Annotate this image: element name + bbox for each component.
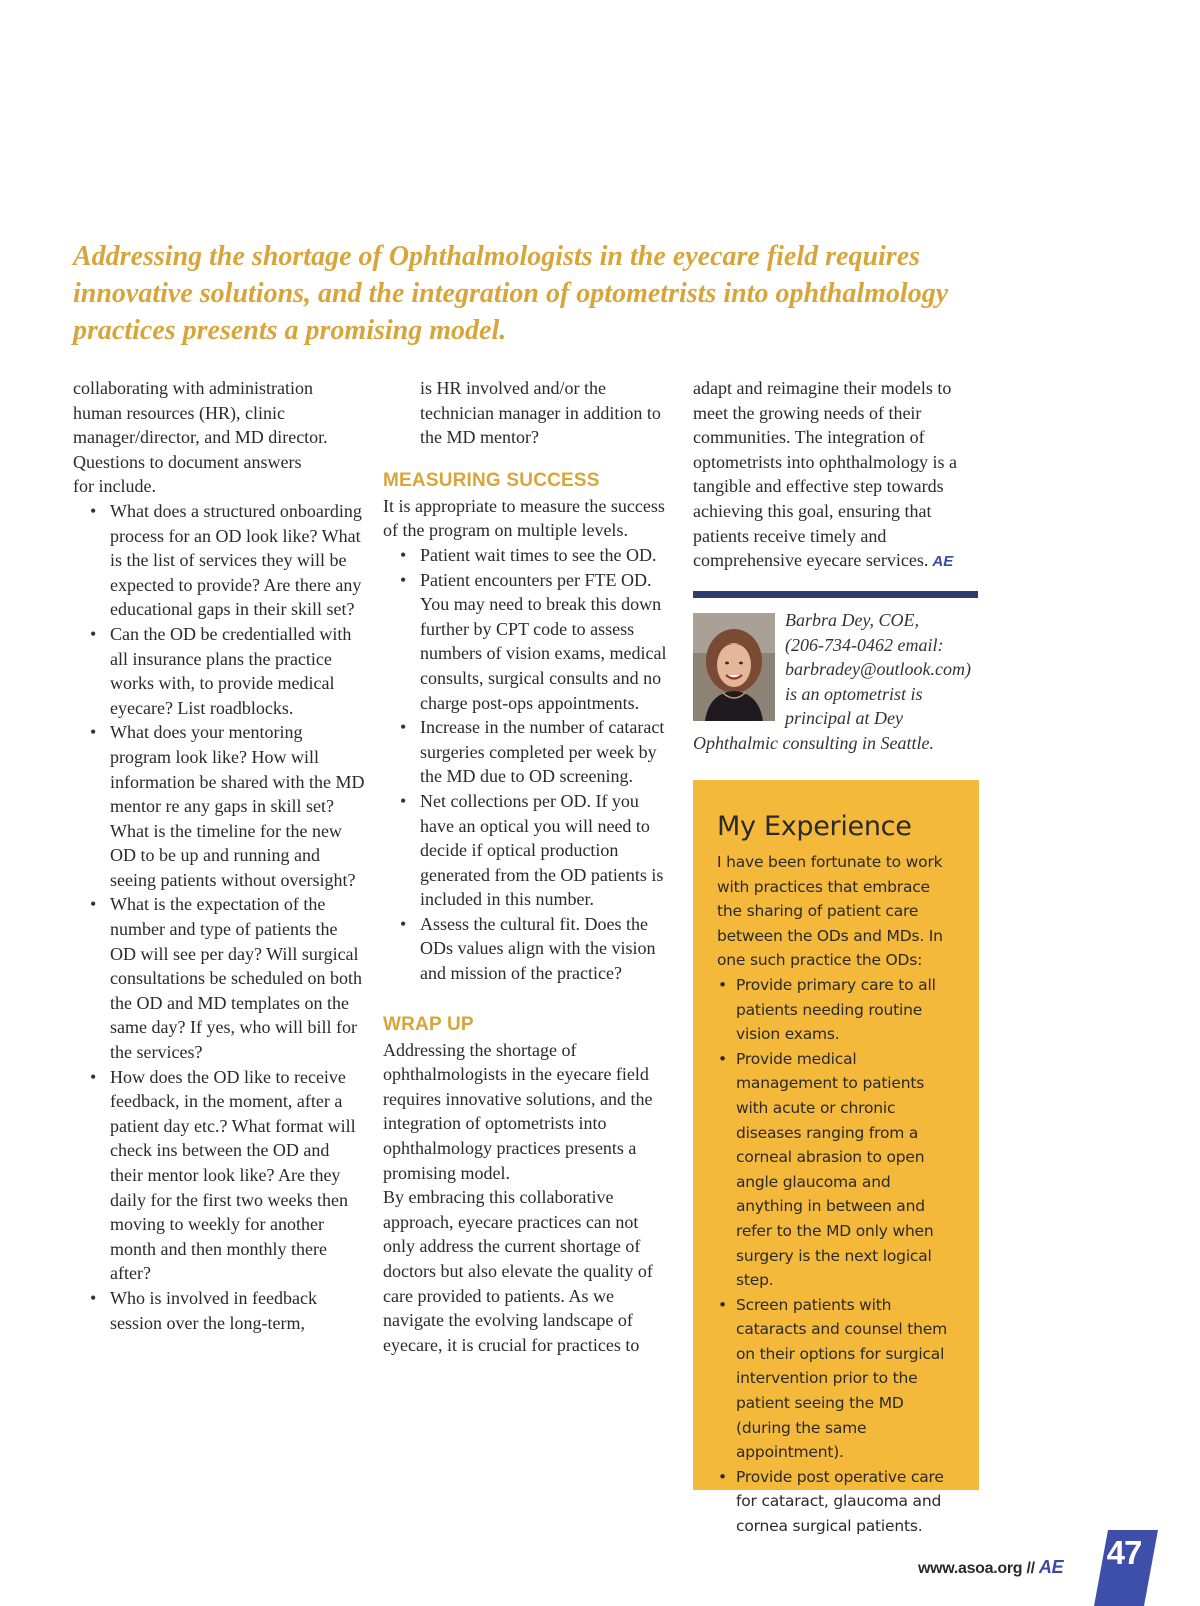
measuring-success-heading: MEASURING SUCCESS [383, 469, 600, 491]
ae-end-mark: AE [932, 553, 954, 571]
author-divider [693, 591, 978, 598]
list-item: • Provide primary care to all patients needing routine vision exams. [736, 973, 957, 1047]
list-item: • Screen patients with cataracts and counsel them on their options for surgical intervention prior to the patient seeing the MD (during the same appointment). [736, 1293, 957, 1465]
list-item: • Provide post operative care for cataract, glaucoma and cornea surgical patients. [736, 1465, 957, 1539]
wrap-up-heading: WRAP UP [383, 1013, 474, 1035]
column-3 [693, 376, 983, 575]
footer-ae-logo: AE [1038, 1557, 1064, 1577]
page-number: 47 [1106, 1534, 1142, 1571]
wrap-up-paragraph: Addressing the shortage of ophthalmologists in the eyecare field requires innovative solutions, and the integration of optometrists into ophthalmology practices presents a promising model. [383, 1039, 653, 1183]
list-item: • How does the OD like to receive feedback, in the moment, after a patient day etc.? What format will check ins between the OD and their mentor look like? Are they daily for the first two weeks then moving to weekly for another month and then monthly there after? [110, 1065, 365, 1286]
column-2 [383, 376, 673, 1357]
list-item: • Assess the cultural fit. Does the ODs values align with the vision and mission of the practice? [420, 912, 673, 986]
list-item: • Patient wait times to see the OD. [420, 543, 673, 568]
column-1 [73, 376, 365, 1335]
measuring-list [383, 543, 673, 986]
col2-continuation: is HR involved and/or the technician manager in addition to the MD mentor? [420, 378, 661, 448]
list-item: • What does your mentoring program look like? How will information be shared with the MD mentor re any gaps in skill set? What is the timeline for the new OD to be up and running and seeing patients without oversight? [110, 720, 365, 892]
col1-question-list [73, 499, 365, 1335]
list-item: • What is the expectation of the number and type of patients the OD will see per day? Will surgical consultations be scheduled on both the OD and MD templates on the same day? If yes, who will bill for the services? [110, 892, 365, 1064]
col1-intro: collaborating with administration human resources (HR), clinic manager/director, and MD director. Questions to document answers for include. [73, 378, 328, 497]
experience-list [717, 973, 957, 1539]
list-item: • Provide medical management to patients with acute or chronic diseases ranging from a corneal abrasion to open angle glaucoma and anything in between and refer to the MD only when surgery is the next logical step. [736, 1047, 957, 1293]
experience-intro: I have been fortunate to work with practices that embrace the sharing of patient care between the ODs and MDs. In one such practice the ODs: [717, 853, 943, 970]
list-item: • Who is involved in feedback session over the long-term, [110, 1286, 365, 1335]
list-item: • What does a structured onboarding process for an OD look like? What is the list of services they will be expected to provide? Are there any educational gaps in their skill set? [110, 499, 365, 622]
experience-title: My Experience [717, 811, 912, 842]
author-bio: Barbra Dey, COE, (206-734-0462 email: barbradey@outlook.com) is an optometrist is principal at Dey Ophthalmic consulting in Seattle. [693, 610, 972, 753]
experience-sidebar [693, 780, 979, 1536]
wrap-up-paragraph-2: By embracing this collaborative approach, eyecare practices can not only address the current shortage of doctors but also elevate the quality of care provided to patients. As we navigate the evolving landscape of eyecare, it is crucial for practices to [383, 1187, 653, 1355]
measuring-intro: It is appropriate to measure the success of the program on multiple levels. [383, 495, 665, 541]
footer-url: www.asoa.org // AE [918, 1557, 1064, 1577]
pull-quote: Addressing the shortage of Ophthalmologists in the eyecare field requires innovative solutions, and the integration of optometrists into ophthalmology practices presents a promising model. [73, 241, 949, 346]
list-item: • Can the OD be credentialled with all insurance plans the practice works with, to provide medical eyecare? List roadblocks. [110, 622, 365, 720]
col3-continuation: adapt and reimagine their models to meet the growing needs of their communities. The integration of optometrists into ophthalmology is a tangible and effective step towards achieving this goal, ensuring that patients receive timely and comprehensive eyecare services. AE [693, 378, 957, 571]
list-item: • Patient encounters per FTE OD. You may need to break this down further by CPT code to assess numbers of vision exams, medical consults, surgical consults and no charge post-ops appointments. [420, 568, 673, 716]
list-item: • Increase in the number of cataract surgeries completed per week by the MD due to OD screening. [420, 715, 673, 789]
list-item: • Net collections per OD. If you have an optical you will need to decide if optical production generated from the OD patients is included in this number. [420, 789, 673, 912]
